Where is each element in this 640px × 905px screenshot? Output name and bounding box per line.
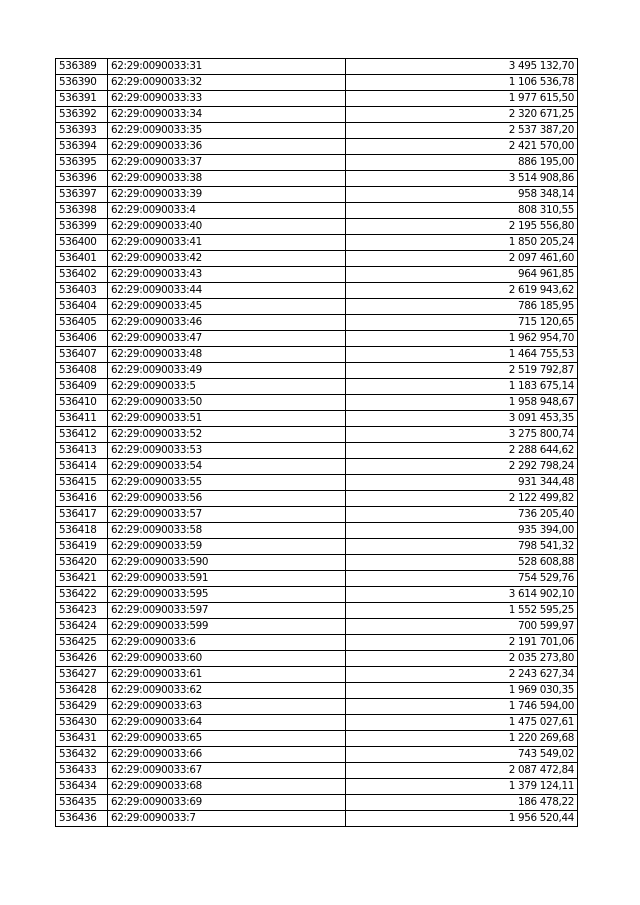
table-row bbox=[56, 555, 578, 571]
table-row bbox=[56, 283, 578, 299]
table-row bbox=[56, 715, 578, 731]
table-row bbox=[56, 443, 578, 459]
cadastral-number-cell: 62:29:0090033:37 bbox=[108, 155, 346, 171]
cadastral-number-cell: 62:29:0090033:590 bbox=[108, 555, 346, 571]
cadastral-number-cell: 62:29:0090033:56 bbox=[108, 491, 346, 507]
row-number-cell: 536403 bbox=[56, 283, 108, 299]
cadastral-value-cell: 1 183 675,14 bbox=[346, 379, 578, 395]
cadastral-number-cell: 62:29:0090033:595 bbox=[108, 587, 346, 603]
cadastral-value-cell: 1 956 520,44 bbox=[346, 811, 578, 827]
row-number-cell: 536418 bbox=[56, 523, 108, 539]
row-number-cell: 536415 bbox=[56, 475, 108, 491]
table-row bbox=[56, 411, 578, 427]
row-number-cell: 536429 bbox=[56, 699, 108, 715]
row-number-cell: 536399 bbox=[56, 219, 108, 235]
cadastral-number-cell: 62:29:0090033:64 bbox=[108, 715, 346, 731]
cadastral-value-cell: 964 961,85 bbox=[346, 267, 578, 283]
table-row bbox=[56, 683, 578, 699]
cadastral-value-cell: 798 541,32 bbox=[346, 539, 578, 555]
cadastral-value-cell: 2 035 273,80 bbox=[346, 651, 578, 667]
cadastral-value-cell: 1 475 027,61 bbox=[346, 715, 578, 731]
table-row bbox=[56, 299, 578, 315]
row-number-cell: 536420 bbox=[56, 555, 108, 571]
cadastral-value-cell: 2 122 499,82 bbox=[346, 491, 578, 507]
cadastral-number-cell: 62:29:0090033:45 bbox=[108, 299, 346, 315]
cadastral-value-cell: 3 275 800,74 bbox=[346, 427, 578, 443]
cadastral-value-table bbox=[55, 58, 578, 827]
row-number-cell: 536395 bbox=[56, 155, 108, 171]
cadastral-number-cell: 62:29:0090033:40 bbox=[108, 219, 346, 235]
cadastral-number-cell: 62:29:0090033:4 bbox=[108, 203, 346, 219]
cadastral-number-cell: 62:29:0090033:5 bbox=[108, 379, 346, 395]
cadastral-number-cell: 62:29:0090033:61 bbox=[108, 667, 346, 683]
row-number-cell: 536410 bbox=[56, 395, 108, 411]
cadastral-value-cell: 2 537 387,20 bbox=[346, 123, 578, 139]
cadastral-value-cell: 1 464 755,53 bbox=[346, 347, 578, 363]
cadastral-value-cell: 1 958 948,67 bbox=[346, 395, 578, 411]
table-row bbox=[56, 123, 578, 139]
cadastral-number-cell: 62:29:0090033:49 bbox=[108, 363, 346, 379]
table-row bbox=[56, 635, 578, 651]
cadastral-number-cell: 62:29:0090033:31 bbox=[108, 59, 346, 75]
cadastral-value-cell: 2 195 556,80 bbox=[346, 219, 578, 235]
cadastral-number-cell: 62:29:0090033:35 bbox=[108, 123, 346, 139]
row-number-cell: 536414 bbox=[56, 459, 108, 475]
row-number-cell: 536409 bbox=[56, 379, 108, 395]
cadastral-value-cell: 1 962 954,70 bbox=[346, 331, 578, 347]
cadastral-number-cell: 62:29:0090033:34 bbox=[108, 107, 346, 123]
table-row bbox=[56, 379, 578, 395]
row-number-cell: 536424 bbox=[56, 619, 108, 635]
row-number-cell: 536419 bbox=[56, 539, 108, 555]
table-row bbox=[56, 811, 578, 827]
row-number-cell: 536391 bbox=[56, 91, 108, 107]
table-row bbox=[56, 59, 578, 75]
cadastral-number-cell: 62:29:0090033:47 bbox=[108, 331, 346, 347]
cadastral-number-cell: 62:29:0090033:51 bbox=[108, 411, 346, 427]
cadastral-number-cell: 62:29:0090033:36 bbox=[108, 139, 346, 155]
cadastral-value-cell: 2 097 461,60 bbox=[346, 251, 578, 267]
row-number-cell: 536432 bbox=[56, 747, 108, 763]
table-row bbox=[56, 363, 578, 379]
table-row bbox=[56, 219, 578, 235]
cadastral-value-cell: 2 243 627,34 bbox=[346, 667, 578, 683]
cadastral-number-cell: 62:29:0090033:38 bbox=[108, 171, 346, 187]
table-row bbox=[56, 523, 578, 539]
row-number-cell: 536422 bbox=[56, 587, 108, 603]
cadastral-value-cell: 808 310,55 bbox=[346, 203, 578, 219]
row-number-cell: 536401 bbox=[56, 251, 108, 267]
cadastral-value-cell: 935 394,00 bbox=[346, 523, 578, 539]
table-row bbox=[56, 667, 578, 683]
table-row bbox=[56, 91, 578, 107]
cadastral-value-cell: 3 614 902,10 bbox=[346, 587, 578, 603]
cadastral-number-cell: 62:29:0090033:65 bbox=[108, 731, 346, 747]
table-row bbox=[56, 459, 578, 475]
cadastral-number-cell: 62:29:0090033:32 bbox=[108, 75, 346, 91]
table-row bbox=[56, 571, 578, 587]
cadastral-value-cell: 700 599,97 bbox=[346, 619, 578, 635]
cadastral-number-cell: 62:29:0090033:46 bbox=[108, 315, 346, 331]
table-row bbox=[56, 107, 578, 123]
row-number-cell: 536390 bbox=[56, 75, 108, 91]
cadastral-value-cell: 1 379 124,11 bbox=[346, 779, 578, 795]
row-number-cell: 536421 bbox=[56, 571, 108, 587]
row-number-cell: 536428 bbox=[56, 683, 108, 699]
row-number-cell: 536398 bbox=[56, 203, 108, 219]
cadastral-value-cell: 2 519 792,87 bbox=[346, 363, 578, 379]
cadastral-number-cell: 62:29:0090033:60 bbox=[108, 651, 346, 667]
table-body bbox=[56, 59, 578, 827]
table-row bbox=[56, 475, 578, 491]
table-row bbox=[56, 155, 578, 171]
row-number-cell: 536425 bbox=[56, 635, 108, 651]
cadastral-value-cell: 2 619 943,62 bbox=[346, 283, 578, 299]
table-row bbox=[56, 731, 578, 747]
cadastral-value-cell: 1 850 205,24 bbox=[346, 235, 578, 251]
cadastral-value-cell: 3 495 132,70 bbox=[346, 59, 578, 75]
row-number-cell: 536396 bbox=[56, 171, 108, 187]
row-number-cell: 536402 bbox=[56, 267, 108, 283]
cadastral-number-cell: 62:29:0090033:591 bbox=[108, 571, 346, 587]
table-row bbox=[56, 347, 578, 363]
cadastral-value-cell: 2 292 798,24 bbox=[346, 459, 578, 475]
table-row bbox=[56, 747, 578, 763]
cadastral-number-cell: 62:29:0090033:7 bbox=[108, 811, 346, 827]
table-row bbox=[56, 763, 578, 779]
cadastral-value-cell: 1 969 030,35 bbox=[346, 683, 578, 699]
row-number-cell: 536413 bbox=[56, 443, 108, 459]
table-row bbox=[56, 779, 578, 795]
table-row bbox=[56, 539, 578, 555]
cadastral-number-cell: 62:29:0090033:33 bbox=[108, 91, 346, 107]
row-number-cell: 536411 bbox=[56, 411, 108, 427]
row-number-cell: 536416 bbox=[56, 491, 108, 507]
cadastral-number-cell: 62:29:0090033:59 bbox=[108, 539, 346, 555]
cadastral-number-cell: 62:29:0090033:39 bbox=[108, 187, 346, 203]
cadastral-value-cell: 1 106 536,78 bbox=[346, 75, 578, 91]
table-row bbox=[56, 603, 578, 619]
row-number-cell: 536406 bbox=[56, 331, 108, 347]
row-number-cell: 536436 bbox=[56, 811, 108, 827]
row-number-cell: 536423 bbox=[56, 603, 108, 619]
row-number-cell: 536426 bbox=[56, 651, 108, 667]
cadastral-number-cell: 62:29:0090033:63 bbox=[108, 699, 346, 715]
table-row bbox=[56, 587, 578, 603]
table-row bbox=[56, 427, 578, 443]
row-number-cell: 536397 bbox=[56, 187, 108, 203]
table-row bbox=[56, 267, 578, 283]
table-row bbox=[56, 187, 578, 203]
cadastral-number-cell: 62:29:0090033:69 bbox=[108, 795, 346, 811]
cadastral-number-cell: 62:29:0090033:67 bbox=[108, 763, 346, 779]
row-number-cell: 536392 bbox=[56, 107, 108, 123]
cadastral-value-cell: 715 120,65 bbox=[346, 315, 578, 331]
cadastral-value-cell: 2 288 644,62 bbox=[346, 443, 578, 459]
cadastral-value-cell: 1 746 594,00 bbox=[346, 699, 578, 715]
row-number-cell: 536400 bbox=[56, 235, 108, 251]
cadastral-number-cell: 62:29:0090033:6 bbox=[108, 635, 346, 651]
row-number-cell: 536394 bbox=[56, 139, 108, 155]
row-number-cell: 536389 bbox=[56, 59, 108, 75]
cadastral-number-cell: 62:29:0090033:599 bbox=[108, 619, 346, 635]
table-row bbox=[56, 75, 578, 91]
cadastral-number-cell: 62:29:0090033:48 bbox=[108, 347, 346, 363]
row-number-cell: 536434 bbox=[56, 779, 108, 795]
cadastral-value-cell: 1 552 595,25 bbox=[346, 603, 578, 619]
cadastral-number-cell: 62:29:0090033:54 bbox=[108, 459, 346, 475]
row-number-cell: 536408 bbox=[56, 363, 108, 379]
cadastral-number-cell: 62:29:0090033:52 bbox=[108, 427, 346, 443]
table-row bbox=[56, 235, 578, 251]
row-number-cell: 536412 bbox=[56, 427, 108, 443]
cadastral-number-cell: 62:29:0090033:57 bbox=[108, 507, 346, 523]
cadastral-value-cell: 2 421 570,00 bbox=[346, 139, 578, 155]
cadastral-number-cell: 62:29:0090033:43 bbox=[108, 267, 346, 283]
cadastral-value-cell: 1 220 269,68 bbox=[346, 731, 578, 747]
cadastral-value-cell: 3 091 453,35 bbox=[346, 411, 578, 427]
cadastral-number-cell: 62:29:0090033:66 bbox=[108, 747, 346, 763]
row-number-cell: 536393 bbox=[56, 123, 108, 139]
cadastral-number-cell: 62:29:0090033:68 bbox=[108, 779, 346, 795]
cadastral-number-cell: 62:29:0090033:44 bbox=[108, 283, 346, 299]
table-row bbox=[56, 619, 578, 635]
row-number-cell: 536427 bbox=[56, 667, 108, 683]
row-number-cell: 536433 bbox=[56, 763, 108, 779]
cadastral-value-cell: 3 514 908,86 bbox=[346, 171, 578, 187]
cadastral-value-cell: 886 195,00 bbox=[346, 155, 578, 171]
table-row bbox=[56, 699, 578, 715]
cadastral-value-cell: 786 185,95 bbox=[346, 299, 578, 315]
table-row bbox=[56, 139, 578, 155]
table-row bbox=[56, 171, 578, 187]
table-row bbox=[56, 795, 578, 811]
row-number-cell: 536435 bbox=[56, 795, 108, 811]
table-row bbox=[56, 331, 578, 347]
row-number-cell: 536405 bbox=[56, 315, 108, 331]
cadastral-value-cell: 1 977 615,50 bbox=[346, 91, 578, 107]
cadastral-value-cell: 2 320 671,25 bbox=[346, 107, 578, 123]
cadastral-number-cell: 62:29:0090033:50 bbox=[108, 395, 346, 411]
table-row bbox=[56, 251, 578, 267]
row-number-cell: 536417 bbox=[56, 507, 108, 523]
cadastral-value-cell: 958 348,14 bbox=[346, 187, 578, 203]
cadastral-value-cell: 2 191 701,06 bbox=[346, 635, 578, 651]
row-number-cell: 536431 bbox=[56, 731, 108, 747]
cadastral-number-cell: 62:29:0090033:53 bbox=[108, 443, 346, 459]
row-number-cell: 536407 bbox=[56, 347, 108, 363]
table-row bbox=[56, 651, 578, 667]
cadastral-value-cell: 736 205,40 bbox=[346, 507, 578, 523]
cadastral-value-cell: 528 608,88 bbox=[346, 555, 578, 571]
cadastral-value-cell: 2 087 472,84 bbox=[346, 763, 578, 779]
cadastral-value-cell: 754 529,76 bbox=[346, 571, 578, 587]
cadastral-value-cell: 186 478,22 bbox=[346, 795, 578, 811]
cadastral-number-cell: 62:29:0090033:55 bbox=[108, 475, 346, 491]
table-row bbox=[56, 491, 578, 507]
cadastral-number-cell: 62:29:0090033:597 bbox=[108, 603, 346, 619]
table-row bbox=[56, 203, 578, 219]
row-number-cell: 536404 bbox=[56, 299, 108, 315]
table-row bbox=[56, 507, 578, 523]
table-row bbox=[56, 395, 578, 411]
table-row bbox=[56, 315, 578, 331]
cadastral-number-cell: 62:29:0090033:42 bbox=[108, 251, 346, 267]
cadastral-value-cell: 931 344,48 bbox=[346, 475, 578, 491]
cadastral-number-cell: 62:29:0090033:62 bbox=[108, 683, 346, 699]
cadastral-value-cell: 743 549,02 bbox=[346, 747, 578, 763]
cadastral-number-cell: 62:29:0090033:58 bbox=[108, 523, 346, 539]
cadastral-number-cell: 62:29:0090033:41 bbox=[108, 235, 346, 251]
row-number-cell: 536430 bbox=[56, 715, 108, 731]
